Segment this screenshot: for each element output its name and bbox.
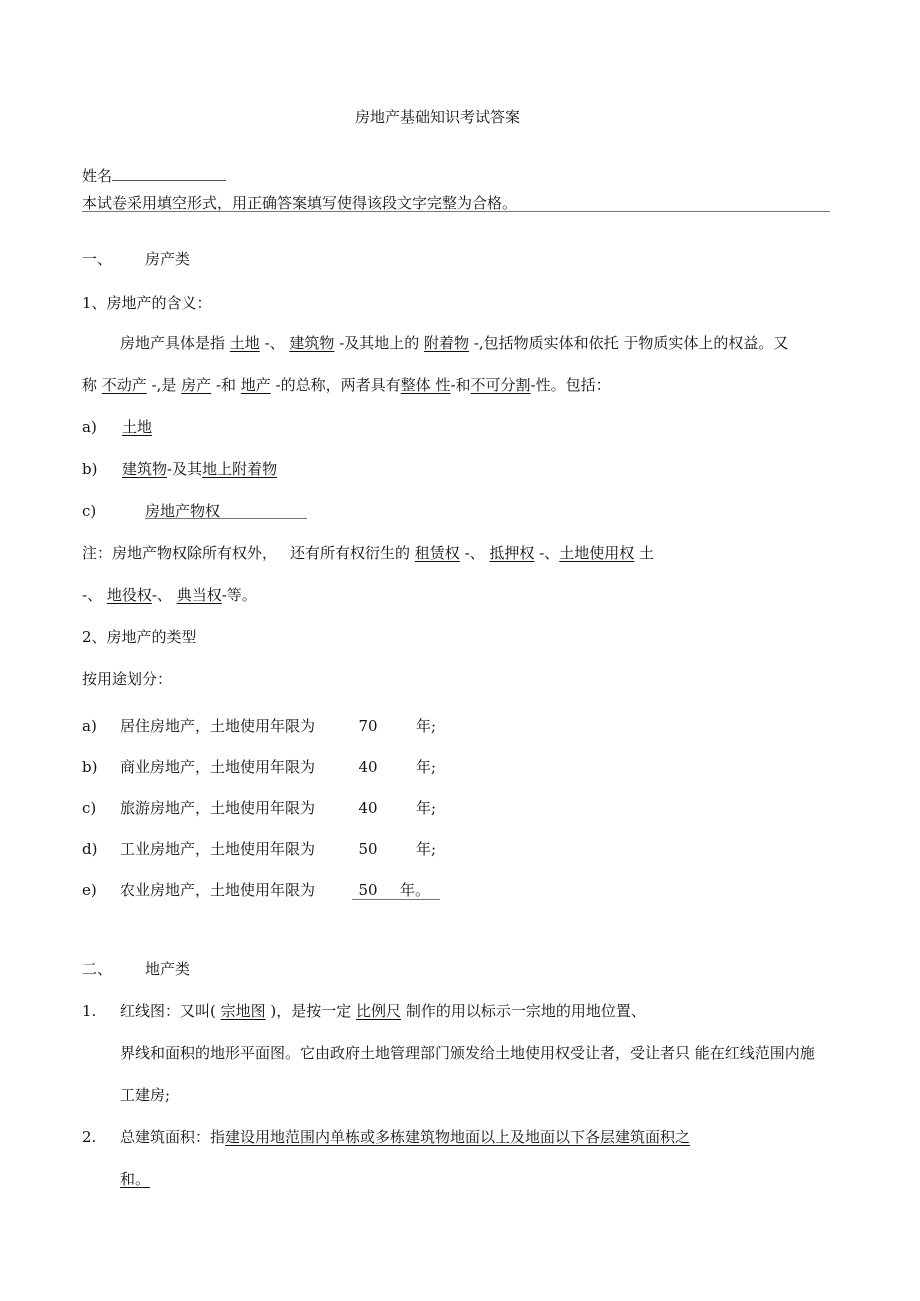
- usage-label: d): [82, 840, 98, 858]
- item-answer: 土地: [122, 418, 153, 436]
- note-line2: [82, 585, 257, 605]
- usage-unit: 年;: [416, 758, 437, 776]
- q1-text: 房地产具体是指: [120, 334, 230, 352]
- s2-q2-number: 2.: [82, 1128, 97, 1146]
- note-line1-cont: [290, 543, 654, 563]
- name-row: [82, 166, 226, 186]
- answer-land: 土地: [229, 334, 260, 352]
- usage-row: [82, 839, 436, 859]
- usage-e-underline: [352, 899, 440, 900]
- q1-text: -和: [211, 376, 241, 394]
- usage-row: [82, 716, 436, 736]
- usage-unit: 年。: [400, 881, 431, 899]
- q1-text: -,包括物质实体和依托 于物质实体上的权益。又: [469, 334, 789, 352]
- q1-text: -和: [450, 376, 471, 394]
- usage-row: [82, 798, 436, 818]
- q2-sub: 按用途划分：: [82, 670, 173, 688]
- note-text: -、: [82, 586, 107, 604]
- answer-lease: 租赁权: [414, 544, 460, 562]
- item-a: [122, 417, 152, 437]
- note-text: -、: [459, 544, 490, 562]
- section1-number: 一、: [82, 250, 113, 268]
- answer-mortgage: 抵押权: [489, 544, 535, 562]
- note-text: 土: [634, 544, 655, 562]
- s2-q1-text: 红线图：又叫(: [120, 1002, 221, 1020]
- note-text: 还有所有权衍生的: [290, 544, 415, 562]
- instructions-rule: [82, 211, 830, 212]
- s2-q2-line1: [120, 1127, 690, 1147]
- item-label: b): [82, 460, 98, 478]
- answer-whole: 整体 性: [400, 376, 451, 394]
- q1-text: -,是: [146, 376, 182, 394]
- usage-unit: 年;: [416, 717, 437, 735]
- answer-land-property: 地产: [240, 376, 271, 394]
- section1-title: 房产类: [145, 250, 191, 268]
- answer-building: 建筑物: [289, 334, 335, 352]
- item-answer-2: 地上附着物: [202, 460, 278, 478]
- q1-text: -的总称，两者具有: [270, 376, 401, 394]
- answer-realty: 不动产: [101, 376, 147, 394]
- q1-text: 称: [82, 376, 102, 394]
- answer-plot-map: 宗地图: [220, 1002, 266, 1020]
- item-label: c): [82, 502, 97, 520]
- note-text: -、: [534, 544, 560, 562]
- item-c-underline: [145, 518, 307, 519]
- usage-text: 工业房地产，土地使用年限为: [120, 840, 316, 858]
- s2-q2-line2: [120, 1169, 150, 1189]
- s2-q1-text: 制作的用以标示一宗地的用地位置、: [401, 1002, 646, 1020]
- q1-text: -及其地上的: [334, 334, 425, 352]
- answer-house: 房产: [181, 376, 212, 394]
- usage-years: 40: [358, 799, 378, 817]
- note-text: 注：房地产物权除所有权外，: [82, 544, 278, 562]
- q1-text: -性。包括：: [530, 376, 611, 394]
- answer-scale: 比例尺: [356, 1002, 402, 1020]
- usage-row: [82, 757, 436, 777]
- answer-pawn: 典当权: [176, 586, 222, 604]
- usage-text: 旅游房地产，土地使用年限为: [120, 799, 316, 817]
- s2-q1-line2: 界线和面积的地形平面图。它由政府土地管理部门颁发给土地使用权受让者，受让者只 能在红线范围内施: [120, 1044, 815, 1062]
- item-suffix: -及其: [167, 460, 203, 478]
- usage-label: e): [82, 881, 97, 899]
- q1-para-line2: [82, 375, 611, 395]
- usage-unit: 年;: [416, 840, 437, 858]
- answer-fixture: 附着物: [424, 334, 470, 352]
- instructions: 本试卷采用填空形式，用正确答案填写使得该段文字完整为合格。: [82, 194, 518, 212]
- answer-indivisible: 不可分割: [470, 376, 531, 394]
- usage-years: 40: [358, 758, 378, 776]
- page-title: 房地产基础知识考试答案: [355, 108, 521, 126]
- answer-total-area-end: 和。: [120, 1170, 151, 1188]
- name-label: 姓名: [82, 167, 113, 185]
- item-answer: 建筑物: [122, 460, 168, 478]
- q1-text: -、: [259, 334, 290, 352]
- usage-row: [82, 880, 430, 900]
- usage-label: a): [82, 717, 97, 735]
- usage-text: 居住房地产，土地使用年限为: [120, 717, 316, 735]
- q1-para-line1: [120, 333, 788, 353]
- usage-label: c): [82, 799, 97, 817]
- usage-unit: 年;: [416, 799, 437, 817]
- q2-heading: 2、房地产的类型: [82, 628, 197, 646]
- item-b: [122, 459, 277, 479]
- section2-number: 二、: [82, 960, 113, 978]
- note-text: -等。: [221, 586, 257, 604]
- note-text: -、: [151, 586, 177, 604]
- usage-text: 农业房地产，土地使用年限为: [120, 881, 316, 899]
- item-label: a): [82, 418, 97, 436]
- s2-q1-line1: [120, 1001, 646, 1021]
- answer-total-area: 建设用地范围内单栋或多栋建筑物地面以上及地面以下各层建筑面积之: [225, 1128, 691, 1146]
- section2-title: 地产类: [145, 960, 191, 978]
- s2-q1-line3: 工建房;: [120, 1086, 171, 1104]
- usage-years: 50: [358, 840, 378, 858]
- s2-q1-number: 1.: [82, 1002, 97, 1020]
- note-line1: [82, 543, 277, 563]
- s2-q1-text: )，是按一定: [265, 1002, 357, 1020]
- s2-q2-text: 总建筑面积：指: [120, 1128, 226, 1146]
- usage-text: 商业房地产，土地使用年限为: [120, 758, 316, 776]
- usage-label: b): [82, 758, 98, 776]
- q1-heading: 1、房地产的含义：: [82, 294, 212, 312]
- answer-servitude: 地役权: [106, 586, 152, 604]
- usage-years: 70: [358, 717, 378, 735]
- item-answer: 房地产物权: [145, 502, 221, 520]
- answer-land-use: 土地使用权: [559, 544, 635, 562]
- name-blank[interactable]: [112, 166, 226, 181]
- usage-years: 50: [358, 881, 378, 899]
